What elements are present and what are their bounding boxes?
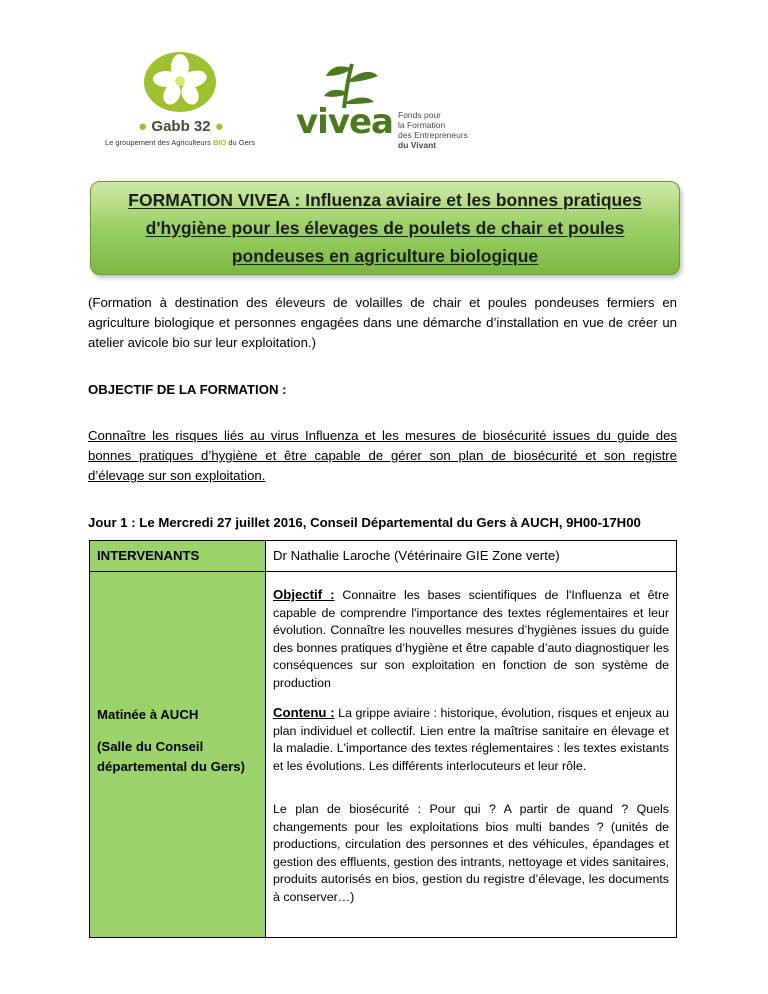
gabb-flower-icon [100, 52, 260, 152]
objectif-text: Connaître les risques liés au virus Influenza et les mesures de biosécurité issues du guide des bonnes pratiques d’hygiène et être capable de gérer son plan de biosécurité et son registre d’élevage sur son exploitation. [88, 428, 677, 483]
programme-table [89, 540, 677, 938]
contenu-lead: Contenu : [273, 705, 335, 720]
formation-title: FORMATION VIVEA : Influenza aviaire et les bonnes pratiques d'hygiène pour les élevages de poulets de chair et poules pondeuses en agriculture biologique [128, 190, 642, 266]
intervenants-label: INTERVENANTS [97, 548, 200, 563]
day1-heading: Jour 1 : Le Mercredi 27 juillet 2016, Conseil Départemental du Gers à AUCH, 9H00-17H00 [88, 515, 641, 530]
gabb-tagline: Le groupement des Agriculteurs BIO du Gers [104, 138, 256, 147]
contenu-description: La grippe aviaire : historique, évolution, risques et enjeux au plan individuel et collectif. Lien entre la maîtrise sanitaire en élevage et la maladie. L'importance des textes réglementaires : les textes existants et les évolutions. Les différents interlocuteurs et leur rôle. [273, 706, 670, 773]
session-location: (Salle du Conseil départemental du Gers) [97, 739, 246, 774]
session-objectif [273, 586, 669, 693]
gabb32-logo: ● Gabb 32 ● Le groupement des Agriculteurs BIO du Gers [100, 52, 260, 152]
gabb-name: Gabb 32 [151, 118, 211, 135]
objectif-description: Connaitre les bases scientifiques de l'Influenza et être capable de comprendre l'importance des textes réglementaires et leur évolution. Connaître les nouvelles mesures d’hygiènes issues du guide des bonnes pratiques d’hygiène et être capable d’auto diagnostiquer les conséquences sur son exploitation en fonction de son système de production [273, 588, 669, 690]
objectif-lead: Objectif : [273, 587, 335, 602]
vivea-wordmark: vivea [296, 102, 393, 142]
intro-paragraph: (Formation à destination des éleveurs de volailles de chair et poules pondeuses fermiers en agriculture biologique et personnes engagées dans une démarche d’installation en vue de créer un atelier avicole bio sur leur exploitation.) [88, 295, 677, 350]
objectif-heading: OBJECTIF DE LA FORMATION : [88, 382, 287, 397]
vivea-logo [286, 58, 486, 152]
session-label: Matinée à AUCH [97, 707, 199, 722]
intervenant-name: Dr Nathalie Laroche (Vétérinaire GIE Zone verte) [273, 548, 560, 563]
column-divider [265, 541, 266, 937]
row-divider [90, 571, 676, 572]
session-contenu [273, 704, 669, 775]
title-banner [90, 181, 680, 275]
session-plan-biosecurite: Le plan de biosécurité : Pour qui ? A partir de quand ? Quels changements pour les exploitations bios multi bandes ? (unités de productions, circulation des personnes et des véhicules, épandages et gestion des effluents, gestion des intrants, nettoyage et vides sanitaires, produits autorisés en bios, gestion du registre d’élevage, les documents à conserver…) [273, 802, 669, 904]
vivea-tagline: Fonds pour la Formation des Entrepreneurs du Vivant [398, 110, 468, 150]
